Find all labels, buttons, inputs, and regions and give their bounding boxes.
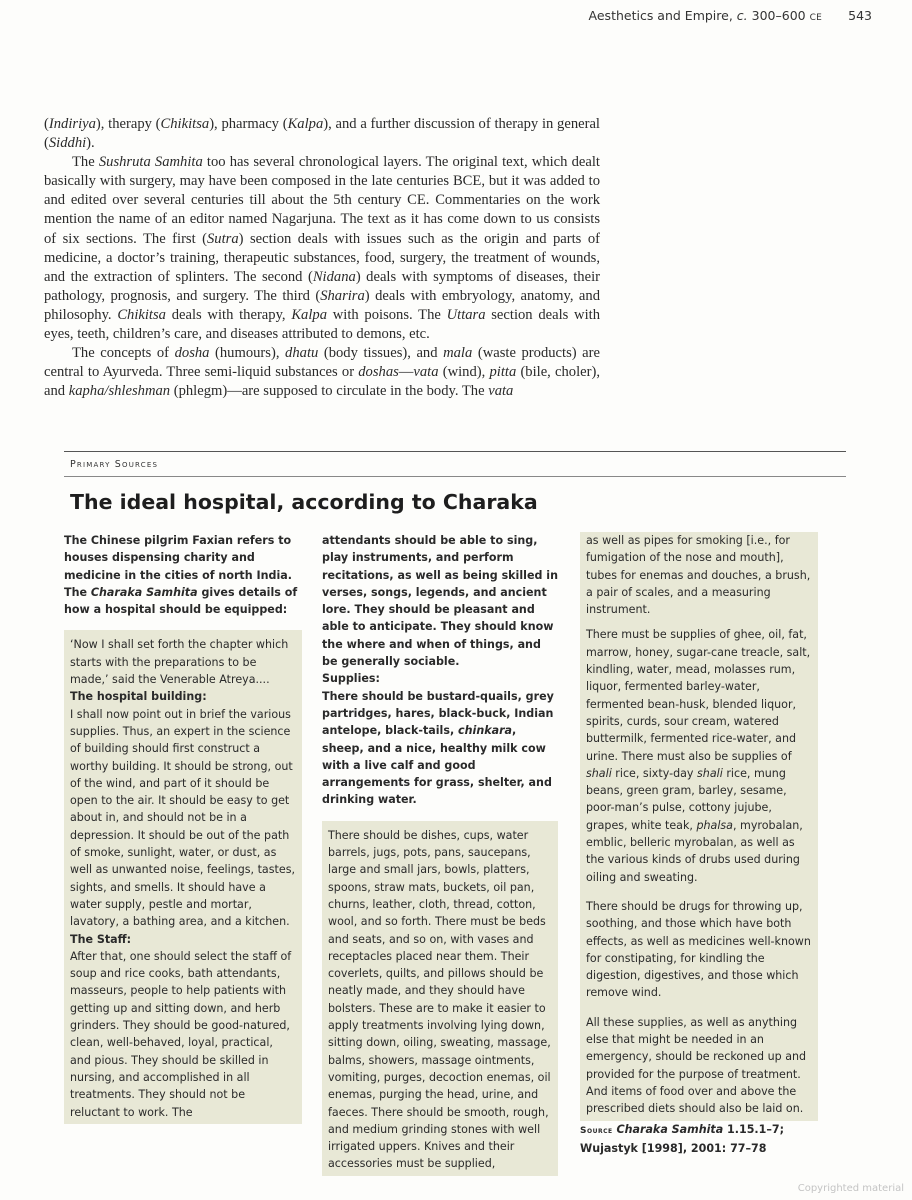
drugs-text: There should be drugs for throwing up, soothing, and those which have both effects, as well as medicines well-known for constipating, for kindling the digestion, digestives, and those which remove wind. <box>586 899 811 1000</box>
box-column-3 <box>580 532 818 1157</box>
shaded-extract-2 <box>322 821 558 1176</box>
intro-paragraph-1: (Indiriya), therapy (Chikitsa), pharmacy (Kalpa), and a further discussion of therapy in general (Siddhi). <box>44 116 600 152</box>
building-text: I shall now point out in brief the various supplies. Thus, an expert in the science of building should first construct a worthy building. It should be strong, out of the wind, and part of it should be open to the air. It should be easy to get about in, and should not be in a depression. It should be out of the path of smoke, sunlight, water, or dust, as well as unwanted noise, feelings, tastes, sights, and smells. It should have a water supply, pestle and mortar, lavatory, a bathing area, and a kitchen. <box>70 707 295 929</box>
dishes-text: There should be dishes, cups, water barrels, jugs, pots, pans, saucepans, large and small jars, bowls, platters, spoons, straw mats, buckets, oil pan, churns, leather, cloth, thread, cotton, wool, and so forth. There must be beds and seats, and so on, with vases and receptacles placed near them. Their coverlets, quilts, and pillows should be neatly made, and they should have bolsters. These are to make it easier to apply treatments involving lying down, sitting down, oiling, sweating, massage, balms, showers, massage ointments, vomiting, purges, decoction enemas, oil enemas, purging the head, urine, and faeces. There should be smooth, rough, and medium grinding stones with well irrigated uppers. Knives and their accessories must be supplied, <box>328 828 551 1171</box>
heading-supplies: Supplies: <box>322 672 380 686</box>
staff-text: After that, one should select the staff of soup and rice cooks, bath attendants, masseurs, people to help patients with getting up and sitting down, and herb grinders. They should be good-natured, clean, well-behaved, loyal, practical, and pious. They should be skilled in nursing, and accomplished in all treatments. They should not be reluctant to work. The <box>70 949 292 1119</box>
box-label-rule <box>64 476 846 477</box>
quote-text: ‘Now I shall set forth the chapter which starts with the preparations to be made,’ said the Venerable Atreya.... <box>70 638 289 687</box>
box-column-2 <box>322 532 558 1176</box>
source-label: Source <box>580 1125 613 1136</box>
box-title: The ideal hospital, according to Charaka <box>70 490 538 514</box>
copyright-watermark: Copyrighted material <box>797 1183 904 1194</box>
heading-building: The hospital building: <box>70 690 207 704</box>
source-title: Charaka Samhita <box>616 1122 724 1136</box>
primary-sources-label: Primary Sources <box>70 459 159 470</box>
all-supplies-text: All these supplies, as well as anything else that might be needed in an emergency, should be reckoned up and provided for the purpose of treatment. And items of food over and above the prescribed diets should also be laid on. <box>586 1015 807 1116</box>
main-text <box>44 115 600 401</box>
intro-paragraph-2: The Sushruta Samhita too has several chronological layers. The original text, which dealt basically with surgery, may have been composed in the late centuries BCE, but it was added to and edited over several centuries till about the 5th century CE. Commentaries on the work mention the name of an editor named Nagarjuna. The text as it has come down to us consists of six sections. The first (Sutra) section deals with issues such as the origin and parts of medicine, a doctor’s training, therapeutic substances, food, surgery, the treatment of wounds, and the extraction of splinters. The second (Nidana) deals with symptoms of diseases, their pathology, prognosis, and surgery. The third (Sharira) deals with embryology, anatomy, and philosophy. Chikitsa deals with therapy, Kalpa with poisons. The Uttara section deals with eyes, teeth, children’s care, and diseases attributed to demons, etc. <box>44 154 600 343</box>
shaded-extract <box>64 630 302 1123</box>
box-top-rule <box>64 451 846 452</box>
box-intro: The Chinese pilgrim Faxian refers to houses dispensing charity and medicine in the cities of north India. The Charaka Samhita gives details of how a hospital should be equipped: <box>64 534 298 617</box>
attendants-text: attendants should be able to sing, play instruments, and perform recitations, as well as being skilled in verses, songs, legends, and ancient lore. They should be pleasant and able to anticipate. They should know the where and when of things, and be generally sociable. <box>322 534 558 669</box>
ghee-text: There must be supplies of ghee, oil, fat, marrow, honey, sugar-cane treacle, salt, kindling, water, mead, molasses rum, liquor, fermented barley-water, fermented bean-husk, blended liquor, spirits, curds, sour cream, watered buttermilk, fermented rice-water, and urine. There must also be supplies of shali rice, sixty-day shali rice, mung beans, green gram, barley, sesame, poor-man’s pulse, cottony jujube, grapes, white teak, phalsa, myrobalan, emblic, belleric myrobalan, as well as the various kinds of drubs used during oiling and sweating. <box>586 628 811 884</box>
shaded-extract-3 <box>580 532 818 1121</box>
running-title: Aesthetics and Empire, c. 300–600 CE <box>588 8 823 23</box>
supplies-text: There should be bustard-quails, grey partridges, hares, black-buck, Indian antelope, black-tails, chinkara, sheep, and a nice, healthy milk cow with a live calf and good arrangements for grass, shelter, and drinking water. <box>322 689 554 807</box>
page-number: 543 <box>848 8 872 23</box>
intro-paragraph-3: The concepts of dosha (humours), dhatu (body tissues), and mala (waste products) are central to Ayurveda. Three semi-liquid substances or doshas—vata (wind), pitta (bile, choler), and kapha/shleshman (phlegm)—are supposed to circulate in the body. The vata <box>44 345 600 400</box>
source-citation <box>580 1121 818 1158</box>
source-rest: 1.15.1–7; Wujastyk [1998], 2001: 77–78 <box>580 1122 785 1155</box>
box-column-1 <box>64 532 302 1124</box>
pipes-text: as well as pipes for smoking [i.e., for fumigation of the nose and mouth], tubes for enemas and douches, a brush, a pair of scales, and a measuring instrument. <box>586 534 811 617</box>
running-header <box>589 8 872 23</box>
heading-staff: The Staff: <box>70 932 132 946</box>
